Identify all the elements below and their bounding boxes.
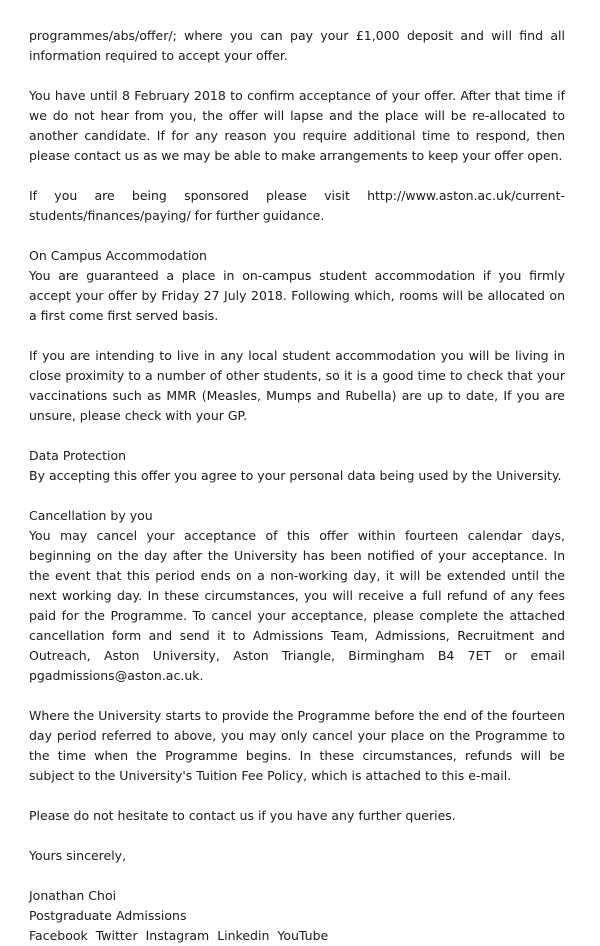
paragraph-accommodation: You are guaranteed a place in on-campus student accommodation if you firmly accept your offer by Friday 27 July 2018. Following which, rooms will be allocated on a first come first served basis. <box>29 268 565 323</box>
social-link-instagram[interactable]: Instagram <box>145 928 210 943</box>
social-link-twitter[interactable]: Twitter <box>95 928 138 943</box>
heading-on-campus-accommodation: On Campus Accommodation <box>29 248 207 263</box>
paragraph-cancellation: You may cancel your acceptance of this offer within fourteen calendar days, beginning on the day after the University has been notified of your acceptance. In the event that this period ends on a non-working day, it will be extended until the next working day. In these circumstances, you will receive a full refund of any fees paid for the Programme. To cancel your acceptance, please complete the attached cancellation form and send it to Admissions Team, Admissions, Recruitment and Outreach, Aston University, Aston Triangle, Birmingham B4 7ET or email pgadmissions@aston.ac.uk. <box>29 528 565 683</box>
email-letter-body <box>29 26 565 946</box>
signature-title: Postgraduate Admissions <box>29 908 187 923</box>
paragraph-acceptance-deadline: You have until 8 February 2018 to confirm acceptance of your offer. After that time if we do not hear from you, the offer will lapse and the place will be re-allocated to another candidate. If for any reason you require additional time to respond, then please contact us as we may be able to make arrangements to keep your offer open. <box>29 88 565 163</box>
paragraph-offer-link: programmes/abs/offer/; where you can pay your £1,000 deposit and will find all information required to accept your offer. <box>29 28 565 63</box>
social-link-youtube[interactable]: YouTube <box>277 928 329 943</box>
paragraph-vaccinations: If you are intending to live in any local student accommodation you will be living in close proximity to a number of other students, so it is a good time to check that your vaccinations such as MMR (Measles, Mumps and Rubella) are up to date, If you are unsure, please check with your GP. <box>29 348 565 423</box>
social-links <box>29 926 565 946</box>
heading-cancellation: Cancellation by you <box>29 508 153 523</box>
paragraph-programme-start: Where the University starts to provide the Programme before the end of the fourteen day period referred to above, you may only cancel your place on the Programme to the time when the Programme begins. In these circumstances, refunds will be subject to the University's Tuition Fee Policy, which is attached to this e-mail. <box>29 708 565 783</box>
heading-data-protection: Data Protection <box>29 448 127 463</box>
paragraph-data-protection: By accepting this offer you agree to your personal data being used by the University. <box>29 468 562 483</box>
social-link-facebook[interactable]: Facebook <box>29 928 88 943</box>
closing-salutation: Yours sincerely, <box>29 848 127 863</box>
social-link-linkedin[interactable]: Linkedin <box>217 928 270 943</box>
paragraph-sponsorship: If you are being sponsored please visit http://www.aston.ac.uk/current-students/finances/paying/ for further guidance. <box>29 188 565 223</box>
paragraph-queries: Please do not hesitate to contact us if you have any further queries. <box>29 808 456 823</box>
signature-name: Jonathan Choi <box>29 888 117 903</box>
